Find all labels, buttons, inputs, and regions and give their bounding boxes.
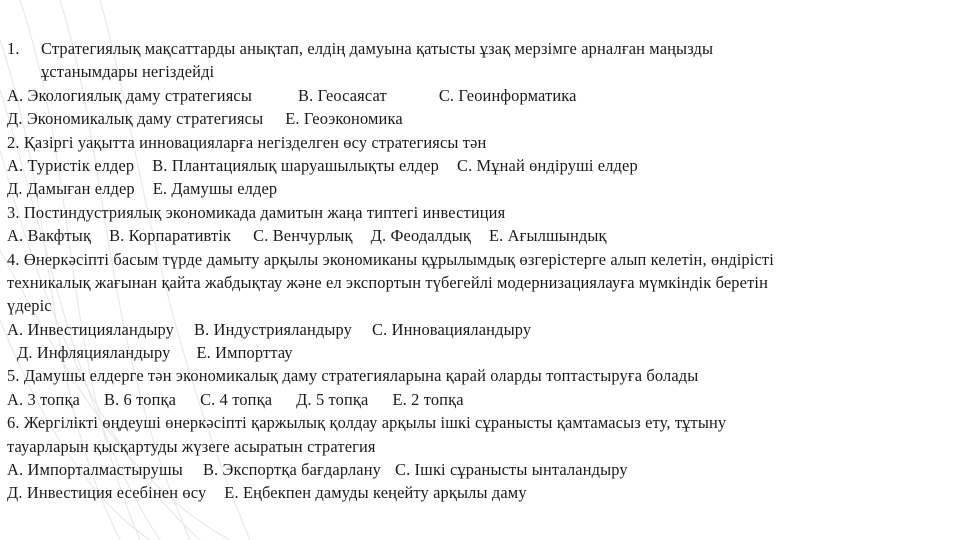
q3-option-a: А. Вакфтық <box>7 226 92 246</box>
q6-option-c: С. Ішкі сұранысты ынталандыру <box>394 460 628 480</box>
q4-option-d: Д. Инфляцияландыру <box>17 343 171 363</box>
question-1-number: 1. <box>7 39 20 58</box>
question-4-line-1 <box>7 248 947 271</box>
q5-option-b: В. 6 топқа <box>103 389 177 409</box>
question-4-text-end: үдеріс <box>7 296 52 316</box>
question-1-text: Стратегиялық мақсаттарды анықтап, елдің дамуына қатысты ұзақ мерзімге арналған маңызды <box>41 39 714 58</box>
question-4-text-continued: техникалық жағынан қайта жабдықтау және ел экспортын түбегейлі модернизациялауға мүмкіндік беретін <box>7 272 769 292</box>
question-3-text: 3. Постиндустриялық экономикада дамитын жаңа типтегі инвестиция <box>7 202 506 222</box>
question-6-line-2 <box>7 435 947 458</box>
q2-option-c: С. Мұнай өндіруші елдер <box>456 155 638 175</box>
question-5-line <box>7 364 947 387</box>
q4-option-b: В. Индустрияландыру <box>194 319 353 339</box>
q6-option-b: В. Экспортқа бағдарлану <box>202 460 381 480</box>
q6-option-e: Е. Еңбекпен дамуды кеңейту арқылы даму <box>224 483 527 503</box>
quiz-content <box>7 37 947 505</box>
q5-option-a: А. 3 топқа <box>7 389 80 409</box>
question-3-line <box>7 201 947 224</box>
question-6-line-1 <box>7 411 947 434</box>
q6-option-d: Д. Инвестиция есебінен өсу <box>7 483 207 503</box>
question-4-line-2 <box>7 271 947 294</box>
q6-option-a: А. Импорталмастырушы <box>7 460 183 480</box>
question-4-line-3 <box>7 294 947 317</box>
q3-option-c: С. Венчурлық <box>253 226 353 246</box>
q1-option-e: Е. Геоэкономика <box>285 109 403 129</box>
q2-option-b: В. Плантациялық шаруашылықты елдер <box>152 155 439 175</box>
q2-option-a: А. Туристік елдер <box>7 155 135 175</box>
question-2-line <box>7 131 947 154</box>
question-5-options-row <box>7 388 947 411</box>
q5-option-c: С. 4 топқа <box>200 389 273 409</box>
q2-option-e: Е. Дамушы елдер <box>152 179 278 199</box>
question-3-options-row <box>7 224 947 247</box>
question-6-options-row-2 <box>7 481 947 504</box>
question-1-line-2 <box>7 60 947 83</box>
q2-option-d: Д. Дамыған елдер <box>7 179 135 199</box>
q1-option-c: С. Геоинформатика <box>438 85 577 105</box>
q1-option-a: А. Экологиялық даму стратегиясы <box>7 85 252 105</box>
q3-option-b: В. Корпаративтік <box>109 226 232 246</box>
question-2-options-row-2 <box>7 177 947 200</box>
question-1-options-row-2 <box>7 107 947 130</box>
q4-option-c: С. Инновацияландыру <box>372 319 532 339</box>
question-2-text: 2. Қазіргі уақытта инновацияларға негізделген өсу стратегиясы тән <box>7 132 487 152</box>
q3-option-d: Д. Феодалдық <box>370 226 472 246</box>
question-1-options-row-1 <box>7 84 947 107</box>
question-6-options-row-1 <box>7 458 947 481</box>
question-4-options-row-1 <box>7 318 947 341</box>
q4-option-a: А. Инвестицияландыру <box>7 319 175 339</box>
q4-option-e: Е. Импорттау <box>196 343 293 363</box>
question-2-options-row-1 <box>7 154 947 177</box>
question-1-line-1 <box>7 37 947 60</box>
q1-option-b: В. Геосаясат <box>298 85 387 105</box>
question-6-text: 6. Жергілікті өңдеуші өнеркәсіпті қаржылық қолдау арқылы ішкі сұранысты қамтамасыз ету, тұтыну <box>7 413 727 433</box>
question-4-text: 4. Өнеркәсіпті басым түрде дамыту арқылы экономиканы құрылымдық өзгерістерге алып келетін, өндірісті <box>7 249 774 269</box>
q5-option-e: Е. 2 топқа <box>392 389 464 409</box>
question-6-text-continued: тауарларын қысқартуды жүзеге асыратын стратегия <box>7 436 376 456</box>
question-1-text-continued: ұстанымдары негіздейді <box>41 62 215 82</box>
q1-option-d: Д. Экономикалық даму стратегиясы <box>7 109 264 129</box>
q3-option-e: Е. Ағылшындық <box>489 226 607 246</box>
question-5-text: 5. Дамушы елдерге тән экономикалық даму стратегияларына қарай оларды топтастыруға болады <box>7 366 699 386</box>
q5-option-d: Д. 5 топқа <box>296 389 369 409</box>
question-4-options-row-2 <box>7 341 947 364</box>
